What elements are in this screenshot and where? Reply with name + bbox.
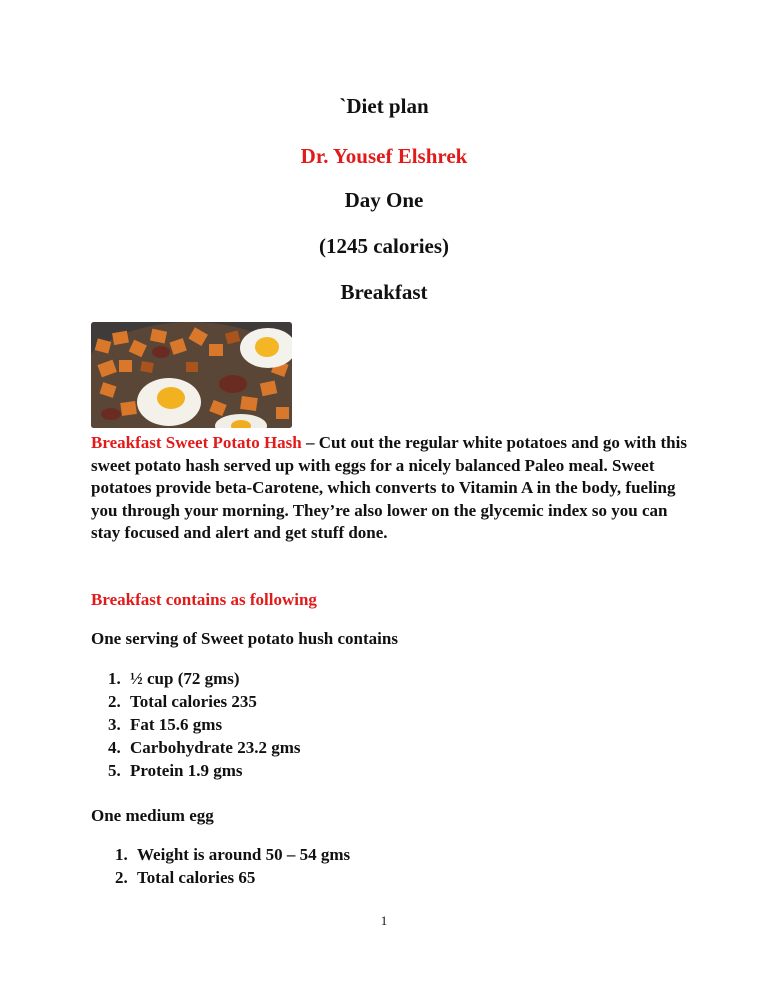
sweet-potato-hash-photo <box>91 322 292 428</box>
dish-name: Breakfast Sweet Potato Hash <box>91 433 302 452</box>
hash-serving-heading: One serving of Sweet potato hush contains <box>91 629 398 648</box>
list-item: 1. Weight is around 50 – 54 gms <box>115 845 351 864</box>
egg-heading: One medium egg <box>91 806 214 825</box>
meal-heading: Breakfast <box>340 280 428 304</box>
list-item: 2. Total calories 65 <box>115 868 256 887</box>
list-item: 3. Fat 15.6 gms <box>108 715 223 734</box>
dish-description: – Cut out the regular white potatoes and go with this sweet potato hash served up with eggs for a nicely balanced Paleo meal. Sweet potatoes provide beta-Carotene, which converts to Vitamin A in the body, fueling you through your morning. They’re also lower on the glycemic index so you can stay focused and alert and get stuff done. <box>91 433 687 542</box>
author-name: Dr. Yousef Elshrek <box>300 144 468 168</box>
calorie-total: (1245 calories) <box>318 234 450 258</box>
day-heading: Day One <box>344 188 424 212</box>
hash-nutrition-list <box>108 667 300 782</box>
document-title: `Diet plan <box>339 94 429 118</box>
intro-paragraph <box>91 432 691 545</box>
list-item: 4. Carbohydrate 23.2 gms <box>108 738 301 757</box>
contents-heading: Breakfast contains as following <box>91 590 317 609</box>
list-item: 1. ½ cup (72 gms) <box>108 669 240 688</box>
list-item: 2. Total calories 235 <box>108 692 257 711</box>
list-item: 5. Protein 1.9 gms <box>108 761 243 780</box>
egg-nutrition-list <box>115 843 350 889</box>
page-number: 1 <box>380 913 388 928</box>
